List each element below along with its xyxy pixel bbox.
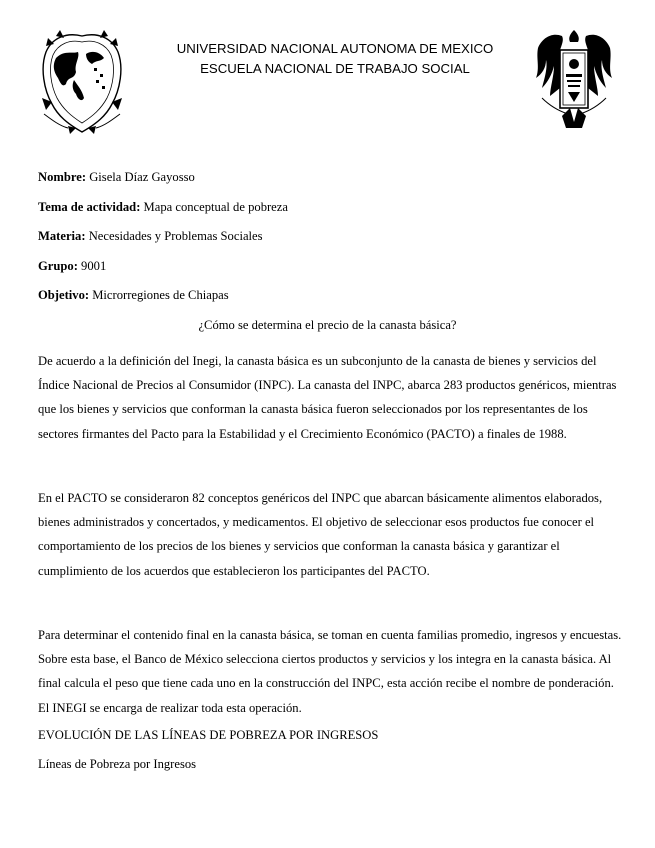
field-objetivo [38, 288, 229, 303]
university-name: UNIVERSIDAD NACIONAL AUTONOMA DE MEXICO [176, 41, 494, 56]
field-value: Necesidades y Problemas Sociales [88, 229, 263, 243]
field-grupo [38, 259, 106, 274]
field-value: Mapa conceptual de pobreza [143, 200, 288, 214]
field-label: Tema de actividad: [38, 200, 141, 214]
paragraph-ponderacion: Para determinar el contenido final en la canasta básica, se toman en cuenta familias promedio, ingresos y encuestas. Sobre esta base, el Banco de México selecciona ciertos productos y servicios y los integra en la canasta básica. Al final calcula el peso que tiene cada uno en la construcción del INPC, esta acción recibe el nombre de ponderación. El INEGI se encarga de realizar toda esta operación. [38, 628, 622, 715]
field-label: Nombre: [38, 170, 87, 184]
field-value: Gisela Díaz Gayosso [89, 170, 195, 184]
field-label: Materia: [38, 229, 86, 243]
field-label: Grupo: [38, 259, 78, 273]
paragraph-pacto: En el PACTO se consideraron 82 conceptos genéricos del INPC que abarcan básicamente alimentos elaborados, bienes administrados y concertados, y medicamentos. El objetivo de seleccionar esos productos fue conocer el comportamiento de los precios de los bienes y servicios que conforman la canasta básica y garantizar el cumplimiento de los acuerdos que establecieron los participantes del PACTO. [38, 491, 603, 578]
unam-crest-logo [38, 28, 126, 136]
field-value: Microrregiones de Chiapas [92, 288, 229, 302]
field-materia [38, 229, 263, 244]
paragraph-inegi-definition: De acuerdo a la definición del Inegi, la canasta básica es un subconjunto de la canasta de bienes y servicios del Índice Nacional de Precios al Consumidor (INPC). La canasta del INPC, abarca 283 productos genéricos, mientras que los bienes y servicios que conforman la canasta básica fueron seleccionados por los representantes de los sectores firmantes del Pacto para la Estabilidad y el Crecimiento Económico (PACTO) a finales de 1988. [38, 354, 617, 441]
subheading: Líneas de Pobreza por Ingresos [38, 757, 197, 771]
question-heading: ¿Cómo se determina el precio de la canasta básica? [198, 318, 457, 332]
school-name: ESCUELA NACIONAL DE TRABAJO SOCIAL [200, 61, 470, 76]
field-nombre [38, 170, 195, 185]
ents-eagle-emblem-logo [532, 28, 616, 132]
field-value: 9001 [81, 259, 107, 273]
section-heading: EVOLUCIÓN DE LAS LÍNEAS DE POBREZA POR INGRESOS [38, 728, 379, 742]
field-tema-de-actividad [38, 200, 288, 215]
field-label: Objetivo: [38, 288, 90, 302]
